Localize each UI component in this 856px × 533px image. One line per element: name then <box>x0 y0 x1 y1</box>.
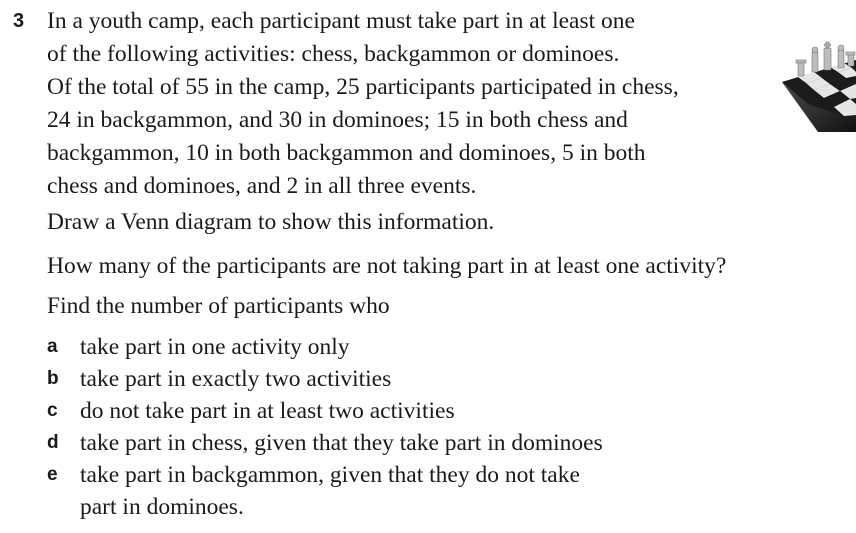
intro-line: 24 in backgammon, and 30 in dominoes; 15 in both chess and <box>47 107 628 133</box>
part-text <box>80 331 603 363</box>
part-text <box>80 459 603 523</box>
question-number: 3 <box>13 10 25 32</box>
part-line: do not take part in at least two activities <box>80 398 455 424</box>
part-label: d <box>47 432 59 453</box>
part-text <box>80 427 603 459</box>
part-line: take part in chess, given that they take part in dominoes <box>80 430 603 456</box>
question-part-a <box>47 331 603 363</box>
chessboard-image <box>778 20 856 132</box>
find-prompt: Find the number of participants who <box>47 293 390 319</box>
draw-instruction: Draw a Venn diagram to show this information. <box>47 209 495 235</box>
intro-line: chess and dominoes, and 2 in all three events. <box>47 173 477 199</box>
question-part-d <box>47 427 603 459</box>
how-many-question: How many of the participants are not taking part in at least one activity? <box>47 253 727 279</box>
question-part-b <box>47 363 603 395</box>
part-label: c <box>47 400 58 421</box>
intro-line: of the following activities: chess, backgammon or dominoes. <box>47 41 620 67</box>
question-intro <box>47 5 679 203</box>
part-line: take part in exactly two activities <box>80 366 392 392</box>
question-part-e <box>47 459 603 523</box>
intro-line: backgammon, 10 in both backgammon and dominoes, 5 in both <box>47 140 646 166</box>
part-label: b <box>47 368 59 389</box>
part-text <box>80 363 603 395</box>
part-line: take part in backgammon, given that they do not take <box>80 462 580 488</box>
intro-line: Of the total of 55 in the camp, 25 participants participated in chess, <box>47 74 679 100</box>
part-label: a <box>47 336 58 357</box>
part-line: take part in one activity only <box>80 334 350 360</box>
question-parts <box>47 331 603 523</box>
part-label: e <box>47 464 58 485</box>
part-text <box>80 395 603 427</box>
intro-line: In a youth camp, each participant must take part in at least one <box>47 8 635 34</box>
part-line: part in dominoes. <box>80 494 244 520</box>
question-part-c <box>47 395 603 427</box>
